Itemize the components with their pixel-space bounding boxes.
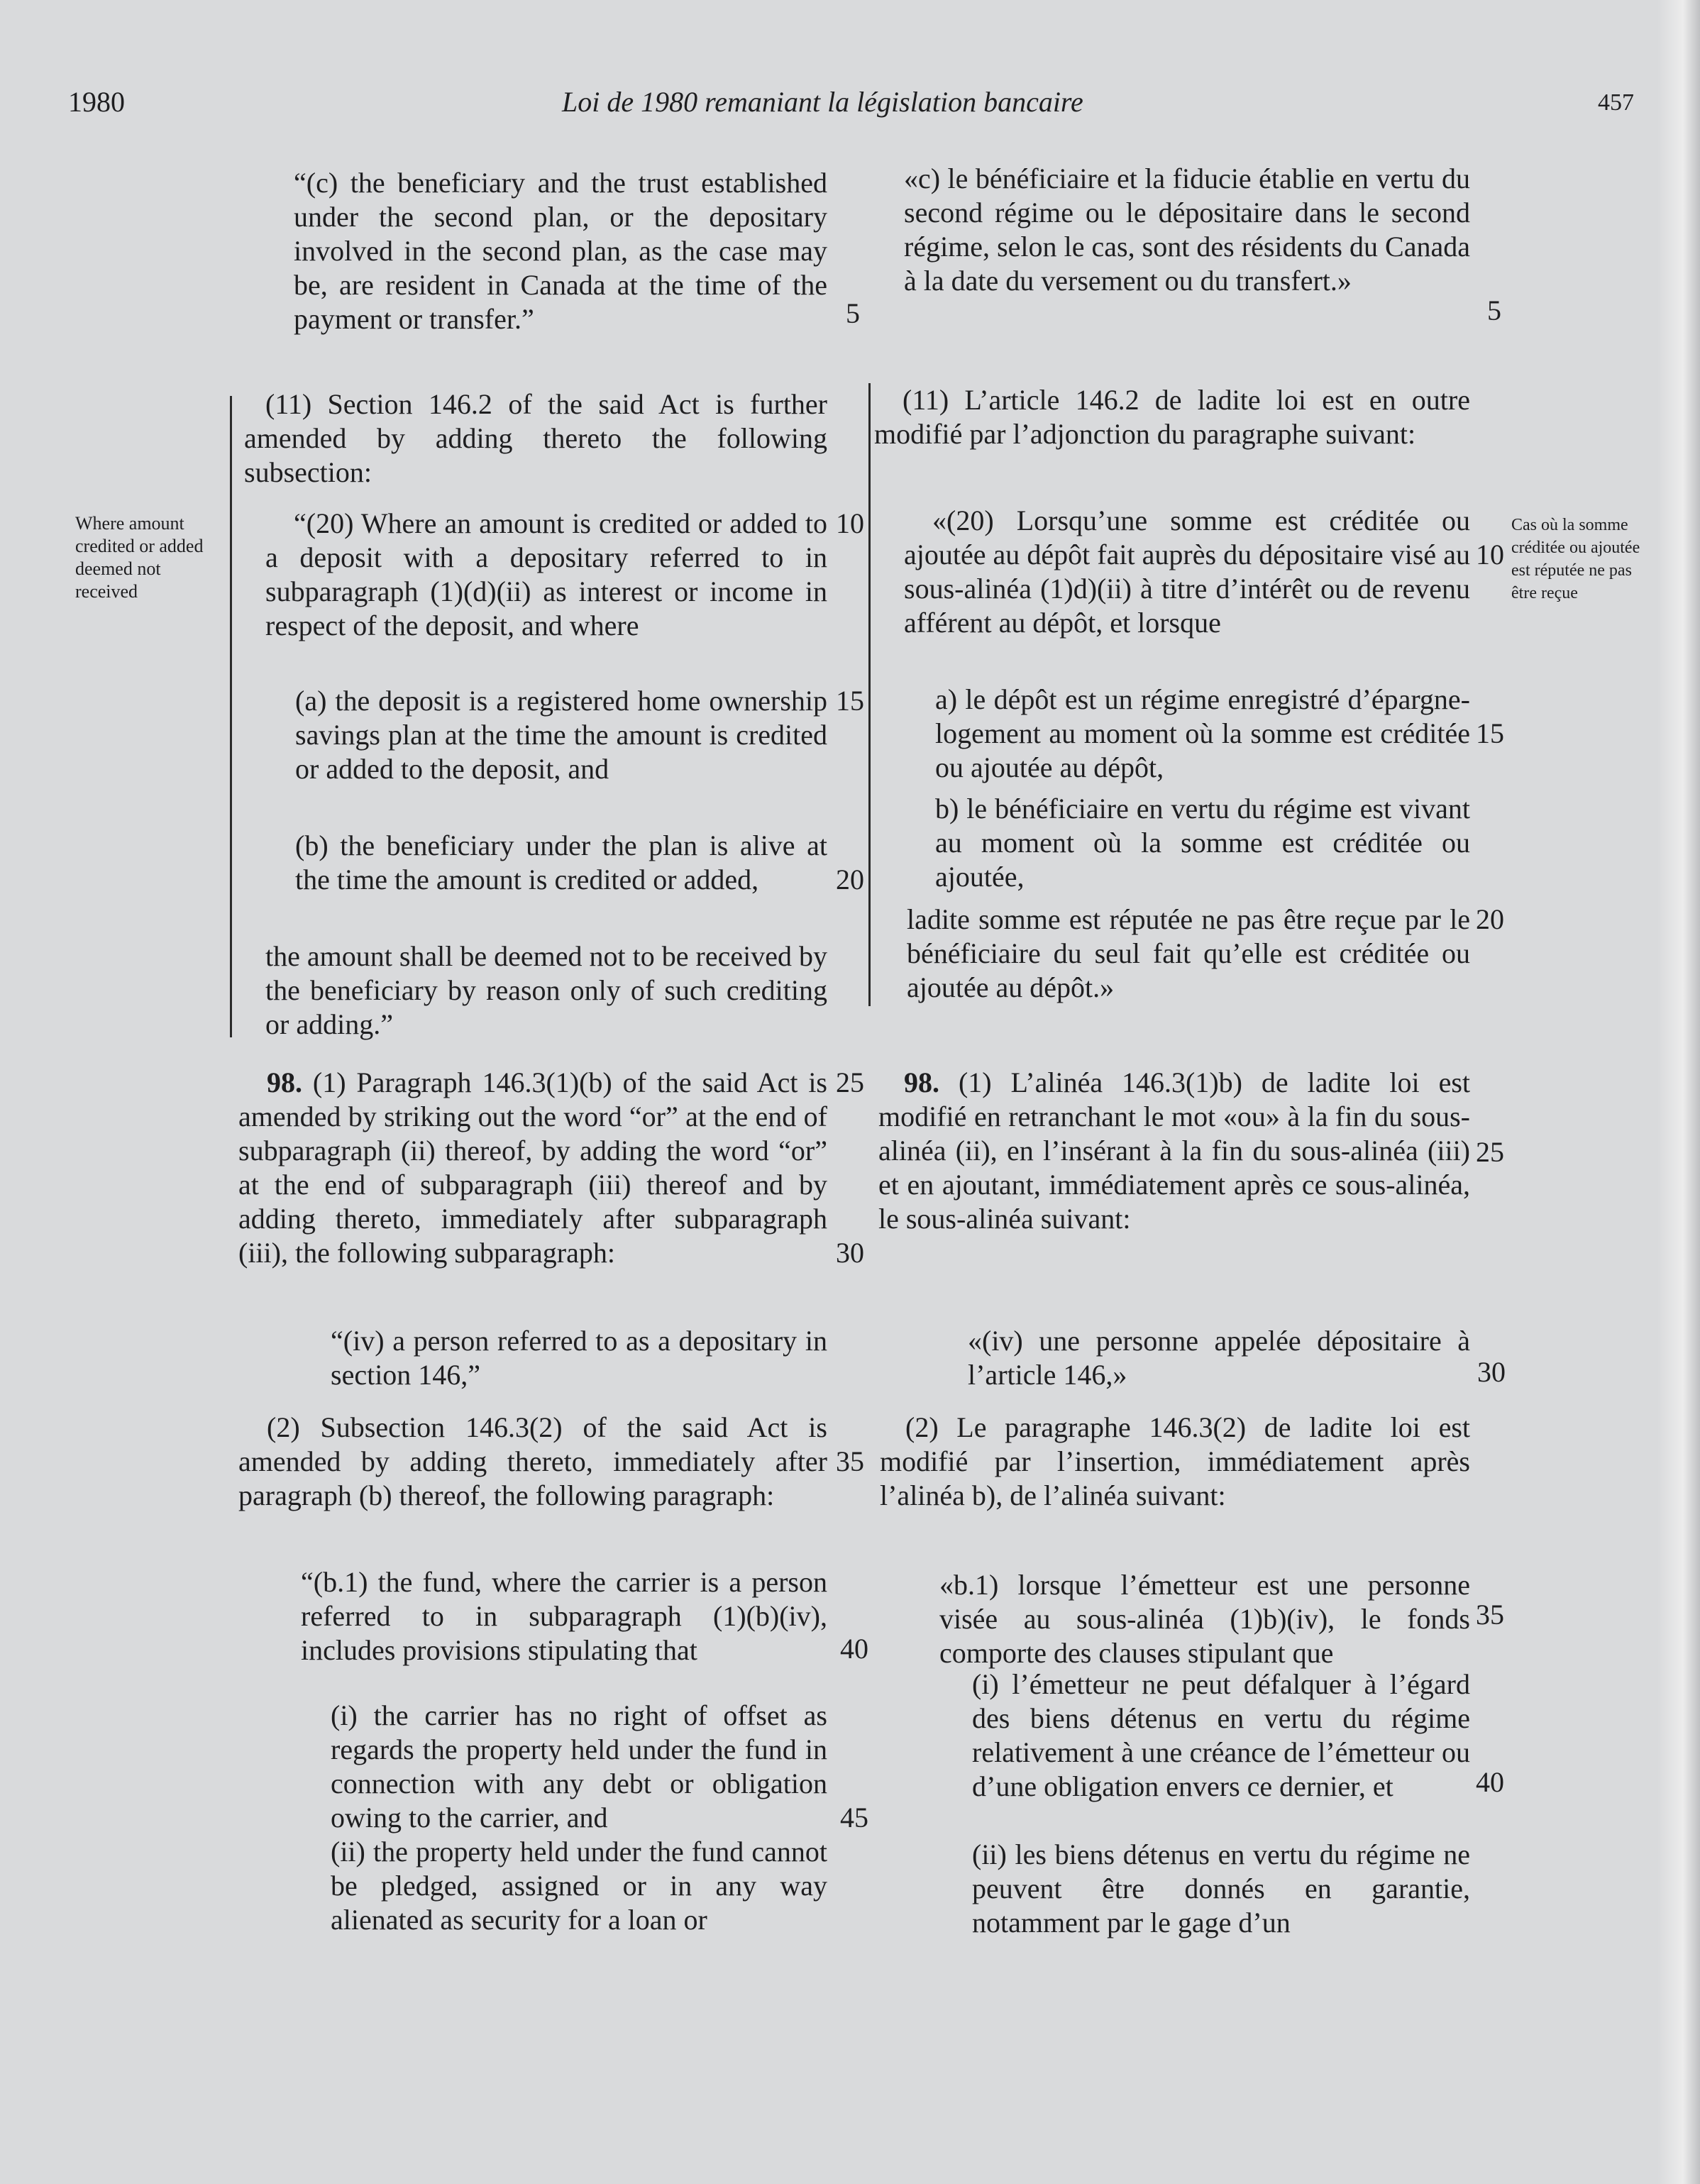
fr-line-number-35: 35 xyxy=(1476,1599,1504,1631)
fr-line-number-40: 40 xyxy=(1476,1766,1504,1798)
en-b1-ii: (ii) the property held under the fund cannot be pledged, assigned or in any way alienated as security for a loan or xyxy=(331,1836,827,1936)
change-bar-en xyxy=(230,396,232,1037)
en-s20b: (b) the beneficiary under the plan is alive at the time the amount is credited or added, xyxy=(295,829,827,895)
en-s20a: (a) the deposit is a registered home ownership savings plan at the time the amount is credited or added to the deposit, and xyxy=(295,685,827,785)
fr-b1: «b.1) lorsque l’émetteur est une personne visée au sous-alinéa (1)b)(iv), le fonds comporte des clauses stipulant que xyxy=(939,1569,1470,1669)
running-header-year: 1980 xyxy=(68,86,125,118)
fr-s98-iv: «(iv) une personne appelée dépositaire à l’article 146,» xyxy=(968,1325,1470,1391)
en-line-number-40: 40 xyxy=(840,1633,868,1665)
change-bar-fr xyxy=(868,383,871,1006)
en-line-number-25: 25 xyxy=(836,1066,864,1098)
fr-line-number-15: 15 xyxy=(1476,717,1504,749)
en-line-number-10: 10 xyxy=(836,507,864,539)
fr-s20: «(20) Lorsqu’une somme est créditée ou ajoutée au dépôt fait auprès du dépositaire visé au sous-alinéa (1)d)(ii) à titre d’intérêt ou de revenu afférent au dépôt, et lorsque xyxy=(904,504,1470,639)
fr-line-number-20: 20 xyxy=(1476,903,1504,935)
fr-line-number-30: 30 xyxy=(1477,1356,1506,1388)
fr-s20a: a) le dépôt est un régime enregistré d’épargne-logement au moment où la somme est créditée ou ajoutée au dépôt, xyxy=(935,683,1470,783)
en-para-c: “(c) the beneficiary and the trust established under the second plan, or the depositary involved in the second plan, as the case may be, are resident in Canada at the time of the payment or transfer.” xyxy=(294,167,827,335)
en-s98-2: (2) Subsection 146.3(2) of the said Act is amended by adding thereto, immediately after paragraph (b) thereof, the following paragraph: xyxy=(238,1411,827,1511)
fr-b1-ii: (ii) les biens détenus en vertu du régime ne peuvent être donnés en garantie, notamment par le gage d’un xyxy=(972,1838,1470,1938)
page-number: 457 xyxy=(1598,89,1634,116)
fr-s20b: b) le bénéficiaire en vertu du régime est vivant au moment où la somme est créditée ou ajoutée, xyxy=(935,793,1470,893)
fr-s98-text: (1) L’alinéa 146.3(1)b) de ladite loi est modifié en retranchant le mot «ou» à la fin du sous-alinéa (ii), en l’insérant à la fin du sous-alinéa (iii) et en ajoutant, immédiatement après ce sous-alinéa, le sous-alinéa suivant: xyxy=(878,1066,1470,1235)
fr-para-c: «c) le bénéficiaire et la fiducie établie en vertu du second régime ou le dépositaire dans le second régime, selon le cas, sont des résidents du Canada à la date du versement ou du transfert.» xyxy=(904,162,1470,297)
en-line-number-20: 20 xyxy=(836,864,864,895)
fr-s11: (11) L’article 146.2 de ladite loi est en outre modifié par l’adjonction du paragraphe suivant: xyxy=(874,384,1470,450)
en-b1-i: (i) the carrier has no right of offset as regards the property held under the fund in connection with any debt or obligation owing to the carrier, and xyxy=(331,1699,827,1833)
en-line-number-45: 45 xyxy=(840,1802,868,1833)
running-header-title: Loi de 1980 remaniant la législation bancaire xyxy=(562,86,1083,118)
margin-note-fr: Cas où la somme créditée ou ajoutée est réputée ne pas être reçue xyxy=(1511,516,1640,602)
fr-line-number-5: 5 xyxy=(1487,294,1501,326)
en-s20: “(20) Where an amount is credited or added to a deposit with a depositary referred to in subparagraph (1)(d)(ii) as interest or income in respect of the deposit, and where xyxy=(265,507,827,641)
fr-s98-number: 98. xyxy=(904,1066,939,1098)
fr-s98 xyxy=(878,1066,1470,1236)
en-line-number-5: 5 xyxy=(846,297,860,329)
fr-s98-2: (2) Le paragraphe 146.3(2) de ladite loi est modifié par l’insertion, immédiatement après l’alinéa b), de l’alinéa suivant: xyxy=(880,1411,1470,1511)
fr-s20-end: ladite somme est réputée ne pas être reçue par le bénéficiaire du seul fait qu’elle est créditée ou ajoutée au dépôt.» xyxy=(907,903,1470,1003)
page-edge xyxy=(1657,0,1700,2184)
fr-line-number-25: 25 xyxy=(1476,1136,1504,1168)
en-line-number-35: 35 xyxy=(836,1445,864,1477)
en-s98-text: (1) Paragraph 146.3(1)(b) of the said Act is amended by striking out the word “or” at the end of subparagraph (ii) thereof, by adding the word “or” at the end of subparagraph (iii) thereof and by adding thereto, immediately after subparagraph (iii), the following subparagraph: xyxy=(238,1066,827,1269)
en-line-number-15: 15 xyxy=(836,685,864,717)
en-s98-iv: “(iv) a person referred to as a depositary in section 146,” xyxy=(331,1325,827,1391)
fr-line-number-10: 10 xyxy=(1476,539,1504,570)
margin-note-en: Where amount credited or added deemed not received xyxy=(75,513,204,602)
en-s98-number: 98. xyxy=(267,1066,302,1098)
en-s20-end: the amount shall be deemed not to be received by the beneficiary by reason only of such crediting or adding.” xyxy=(265,940,827,1040)
en-b1: “(b.1) the fund, where the carrier is a person referred to in subparagraph (1)(b)(iv), includes provisions stipulating that xyxy=(301,1566,827,1666)
en-line-number-30: 30 xyxy=(836,1237,864,1269)
en-s98 xyxy=(238,1066,827,1270)
en-s11: (11) Section 146.2 of the said Act is further amended by adding thereto the following subsection: xyxy=(244,388,827,488)
fr-b1-i: (i) l’émetteur ne peut défalquer à l’égard des biens détenus en vertu du régime relativement à une créance de l’émetteur ou d’une obligation envers ce dernier, et xyxy=(972,1668,1470,1802)
